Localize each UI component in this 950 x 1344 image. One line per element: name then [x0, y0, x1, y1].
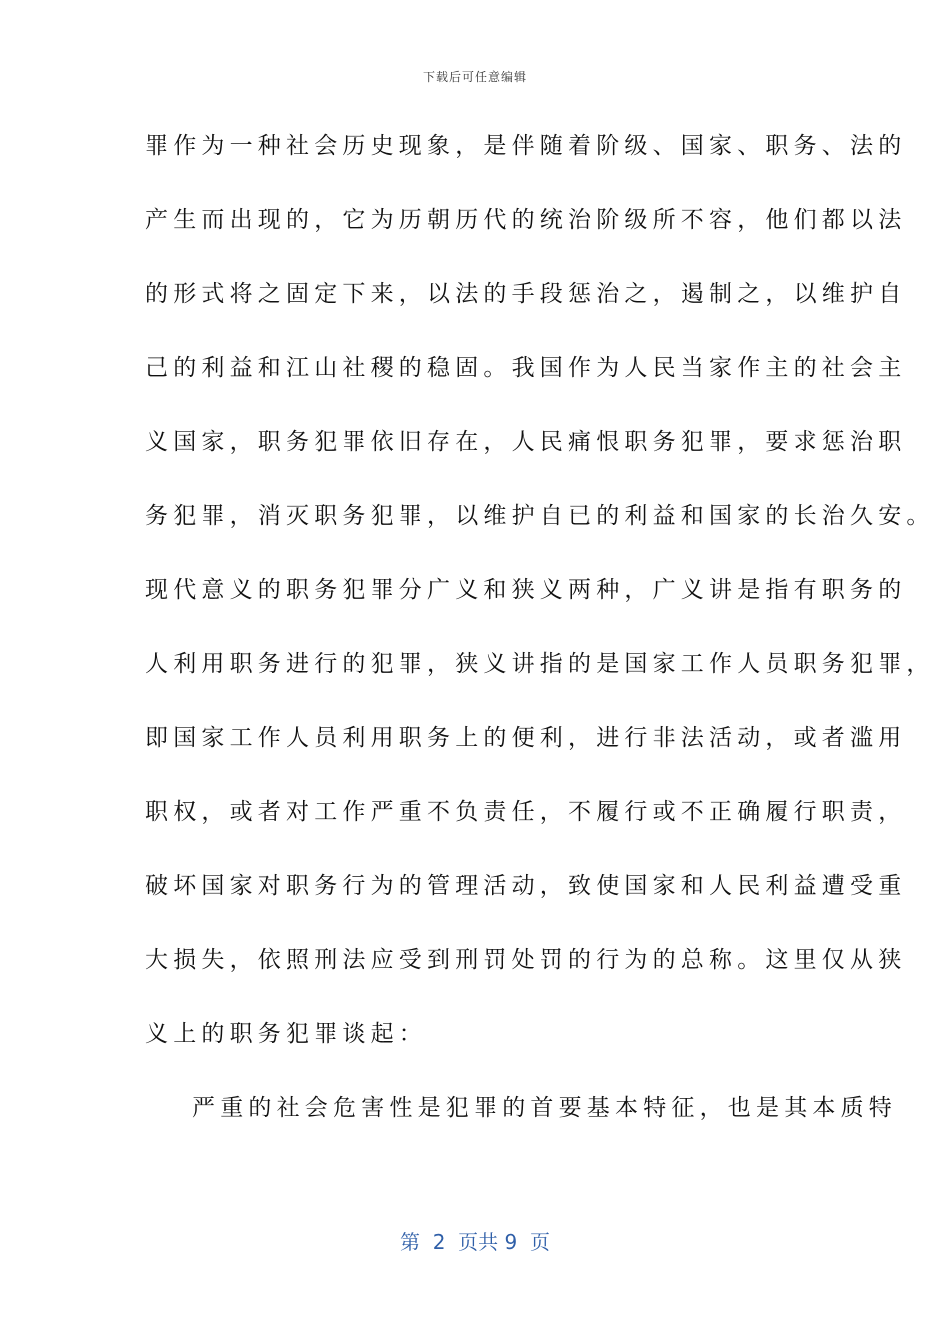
page-header: 下载后可任意编辑: [422, 70, 527, 84]
text-line: 破坏国家对职务行为的管理活动，致使国家和人民利益遭受重: [145, 873, 907, 899]
text-line: 现代意义的职务犯罪分广义和狭义两种，广义讲是指有职务的: [145, 577, 907, 603]
text-line: 己的利益和江山社稷的稳固。我国作为人民当家作主的社会主: [145, 355, 907, 381]
text-line: 职权，或者对工作严重不负责任，不履行或不正确履行职责，: [145, 799, 907, 825]
text-line: 的形式将之固定下来，以法的手段惩治之，遏制之，以维护自: [145, 281, 907, 307]
text-line: 义上的职务犯罪谈起：: [145, 1021, 427, 1047]
body-text: [145, 122, 935, 1158]
text-line: 罪作为一种社会历史现象，是伴随着阶级、国家、职务、法的: [145, 133, 907, 159]
text-line: 人利用职务进行的犯罪，狭义讲指的是国家工作人员职务犯罪，: [145, 651, 935, 677]
text-line: 产生而出现的，它为历朝历代的统治阶级所不容，他们都以法: [145, 207, 907, 233]
text-line: 大损失，依照刑法应受到刑罚处罚的行为的总称。这里仅从狭: [145, 947, 907, 973]
text-line: 义国家，职务犯罪依旧存在，人民痛恨职务犯罪，要求惩治职: [145, 429, 907, 455]
text-line: 务犯罪，消灭职务犯罪，以维护自已的利益和国家的长治久安。: [145, 503, 935, 529]
page-number-footer: 第 2 页共 9 页: [400, 1230, 550, 1254]
text-line: 即国家工作人员利用职务上的便利，进行非法活动，或者滥用: [145, 725, 907, 751]
paragraph-first-line: 严重的社会危害性是犯罪的首要基本特征，也是其本质特: [192, 1095, 897, 1121]
